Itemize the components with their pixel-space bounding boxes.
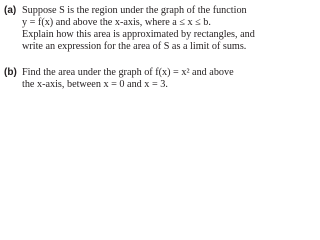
part-a-line-4: write an expression for the area of S as a limit of sums.	[22, 41, 247, 52]
part-a-label: (a)	[4, 5, 17, 16]
part-b-label: (b)	[4, 67, 17, 78]
part-a-line-3: Explain how this area is approximated by rectangles, and	[22, 29, 255, 40]
part-b-line-2: the x-axis, between x = 0 and x = 3.	[22, 79, 168, 90]
part-a-line-2: y = f(x) and above the x-axis, where a ≤ x ≤ b.	[22, 17, 211, 28]
part-b-line-1: Find the area under the graph of f(x) = x² and above	[22, 67, 234, 78]
part-a-line-1: Suppose S is the region under the graph of the function	[22, 5, 247, 16]
